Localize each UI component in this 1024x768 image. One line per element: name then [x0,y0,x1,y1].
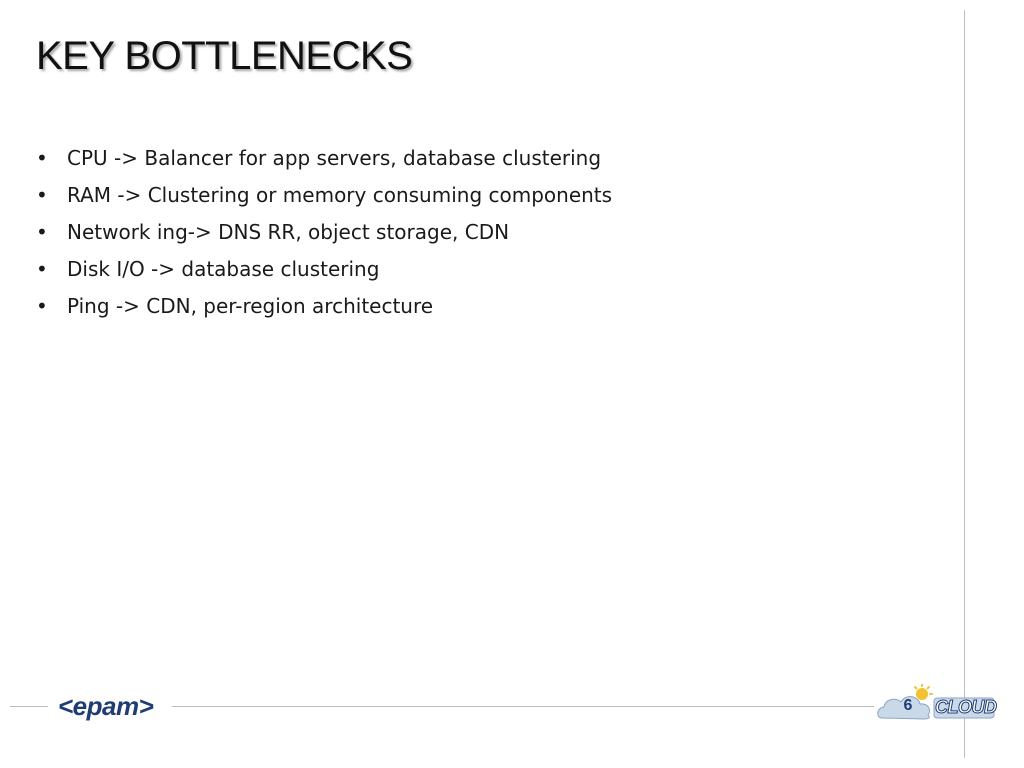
page-number: 6 [903,697,913,714]
bullet-text: Network ing-> DNS RR, object storage, CDN [67,220,510,244]
cloud-logo-text: CLOUD [935,697,997,717]
bullet-item [36,142,612,179]
bullet-text: Ping -> CDN, per-region architecture [67,294,434,318]
slide-title: KEY BOTTLENECKS [36,34,413,78]
bullet-text: RAM -> Clustering or memory consuming components [67,183,613,207]
epam-logo: <epam> [58,691,154,721]
footer-divider-right [172,706,874,707]
bullet-marker: • [36,220,48,244]
footer-divider-left [10,706,48,707]
bullet-item [36,216,612,253]
bullet-item [36,290,612,327]
vertical-divider [964,10,965,758]
bullet-marker: • [36,257,48,281]
bullet-text: Disk I/O -> database clustering [67,257,380,281]
bullet-item [36,253,612,290]
bullet-marker: • [36,294,48,318]
bullet-list [36,142,612,327]
bullet-item [36,179,612,216]
bullet-text: CPU -> Balancer for app servers, database clustering [67,146,602,170]
bullet-marker: • [36,146,48,170]
bullet-marker: • [36,183,48,207]
